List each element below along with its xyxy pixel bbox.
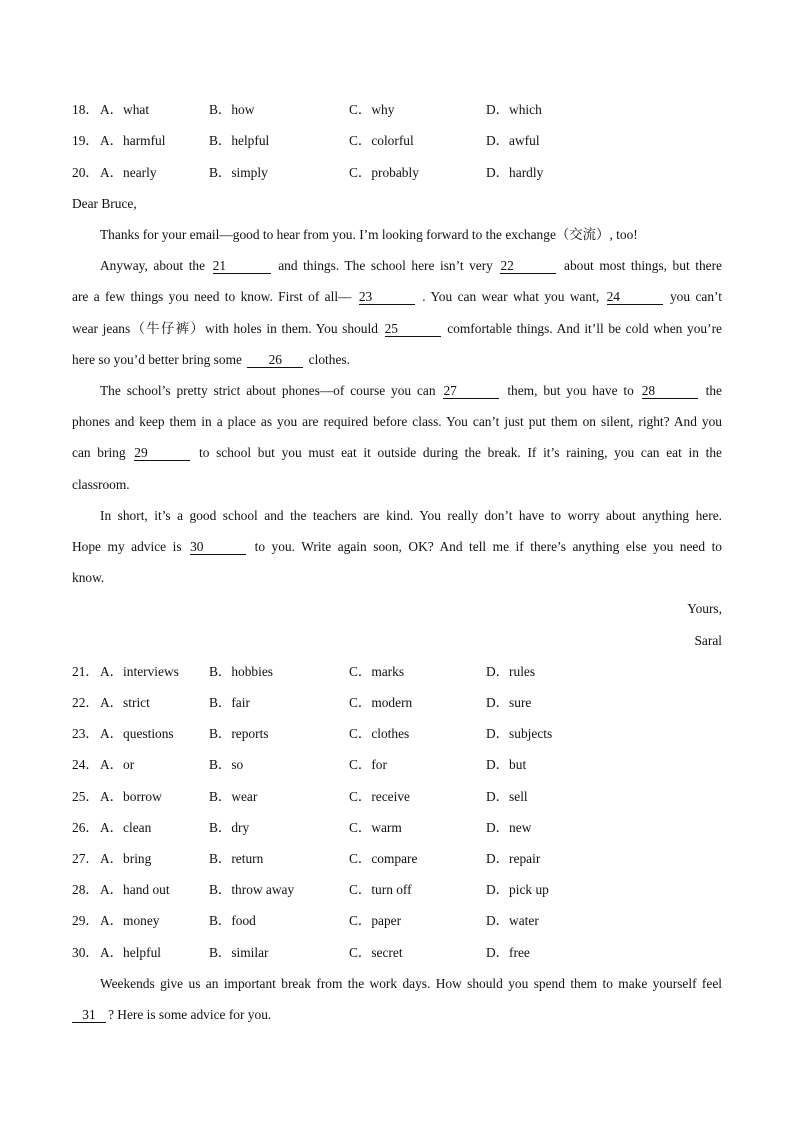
option-a: A．helpful (100, 945, 161, 960)
passage-line: 31 ? Here is some advice for you. (72, 1005, 722, 1025)
letter-line: know. (72, 570, 105, 585)
option-b: B．food (209, 913, 256, 928)
blank-25: 25 (385, 321, 441, 337)
question-number: 27． (72, 851, 99, 866)
option-b: B．fair (209, 695, 250, 710)
letter-line: Thanks for your email—good to hear from you. I’m looking forward to the exchange（交流）, too! (100, 227, 638, 242)
option-d: D．but (486, 757, 527, 772)
option-c: C．compare (349, 851, 418, 866)
option-d: D．pick up (486, 882, 549, 897)
letter-closing: Yours, (687, 601, 722, 616)
option-b: B．similar (209, 945, 269, 960)
blank-23: 23 (359, 289, 415, 305)
option-a: A．questions (100, 726, 174, 741)
option-a: A．strict (100, 695, 150, 710)
option-b: B．hobbies (209, 664, 273, 679)
letter-line: The school’s pretty strict about phones—of course you can 27 them, but you have to 28 the (100, 383, 722, 398)
option-b: B．dry (209, 820, 250, 835)
question-number: 23． (72, 726, 99, 741)
option-a: A．nearly (100, 165, 157, 180)
option-a: A．or (100, 757, 135, 772)
option-c: C．modern (349, 695, 413, 710)
option-c: C．probably (349, 165, 419, 180)
blank-22: 22 (500, 258, 556, 274)
option-b: B．reports (209, 726, 269, 741)
option-a: A．borrow (100, 789, 162, 804)
option-c: C．receive (349, 789, 410, 804)
option-b: B．how (209, 102, 255, 117)
option-b: B．return (209, 851, 264, 866)
passage-line: Weekends give us an important break from the work days. How should you spend them to make yourself feel (100, 976, 722, 991)
question-number: 28． (72, 882, 99, 897)
blank-31: 31 (72, 1007, 106, 1023)
blank-28: 28 (642, 383, 698, 399)
blank-24: 24 (607, 289, 663, 305)
option-c: C．clothes (349, 726, 410, 741)
question-number: 19． (72, 133, 99, 148)
question-number: 18． (72, 102, 99, 117)
question-number: 21． (72, 664, 99, 679)
option-d: D．hardly (486, 165, 544, 180)
option-c: C．for (349, 757, 387, 772)
option-d: D．awful (486, 133, 540, 148)
blank-27: 27 (443, 383, 499, 399)
letter-signature: Saral (694, 633, 722, 648)
option-c: C．paper (349, 913, 402, 928)
option-d: D．water (486, 913, 539, 928)
blank-21: 21 (213, 258, 271, 274)
option-c: C．why (349, 102, 395, 117)
blank-26: 26 (247, 352, 303, 368)
option-d: D．subjects (486, 726, 553, 741)
letter-line: can bring 29 to school but you must eat it outside during the break. If it’s raining, you can eat in the (72, 445, 722, 460)
question-number: 30． (72, 945, 99, 960)
option-d: D．repair (486, 851, 541, 866)
letter-line: In short, it’s a good school and the teachers are kind. You really don’t have to worry about anything here. (100, 508, 722, 523)
option-b: B．wear (209, 789, 258, 804)
option-a: A．what (100, 102, 150, 117)
letter-line: are a few things you need to know. First of all— 23 . You can wear what you want, 24 you can’t (72, 289, 722, 304)
question-number: 25． (72, 789, 99, 804)
option-b: B．helpful (209, 133, 270, 148)
option-a: A．money (100, 913, 160, 928)
option-a: A．harmful (100, 133, 166, 148)
option-b: B．so (209, 757, 244, 772)
option-b: B．simply (209, 165, 268, 180)
option-d: D．sell (486, 789, 528, 804)
option-c: C．marks (349, 664, 405, 679)
letter-line: here so you’d better bring some 26 clothes. (72, 352, 350, 367)
question-number: 22． (72, 695, 99, 710)
letter-line: classroom. (72, 477, 130, 492)
option-b: B．throw away (209, 882, 295, 897)
option-c: C．colorful (349, 133, 414, 148)
question-number: 26． (72, 820, 99, 835)
option-a: A．interviews (100, 664, 179, 679)
blank-30: 30 (190, 539, 246, 555)
option-d: D．rules (486, 664, 536, 679)
option-c: C．turn off (349, 882, 412, 897)
letter-line: phones and keep them in a place as you are required before class. You can’t just put them on silent, right? And you (72, 414, 722, 429)
letter-line: Hope my advice is 30 to you. Write again soon, OK? And tell me if there’s anything else you need to (72, 539, 722, 554)
option-d: D．which (486, 102, 542, 117)
option-c: C．warm (349, 820, 402, 835)
letter-line: Anyway, about the 21 and things. The school here isn’t very 22 about most things, but there (100, 258, 722, 273)
blank-29: 29 (134, 445, 190, 461)
option-d: D．sure (486, 695, 532, 710)
question-number: 29． (72, 913, 99, 928)
question-number: 20． (72, 165, 99, 180)
option-a: A．hand out (100, 882, 170, 897)
option-d: D．free (486, 945, 530, 960)
option-c: C．secret (349, 945, 403, 960)
option-a: A．bring (100, 851, 152, 866)
letter-greeting: Dear Bruce, (72, 196, 137, 211)
question-number: 24． (72, 757, 99, 772)
option-a: A．clean (100, 820, 152, 835)
option-d: D．new (486, 820, 532, 835)
letter-line: wear jeans（牛仔裤）with holes in them. You should 25 comfortable things. And it’ll be cold when you’re (72, 321, 722, 336)
